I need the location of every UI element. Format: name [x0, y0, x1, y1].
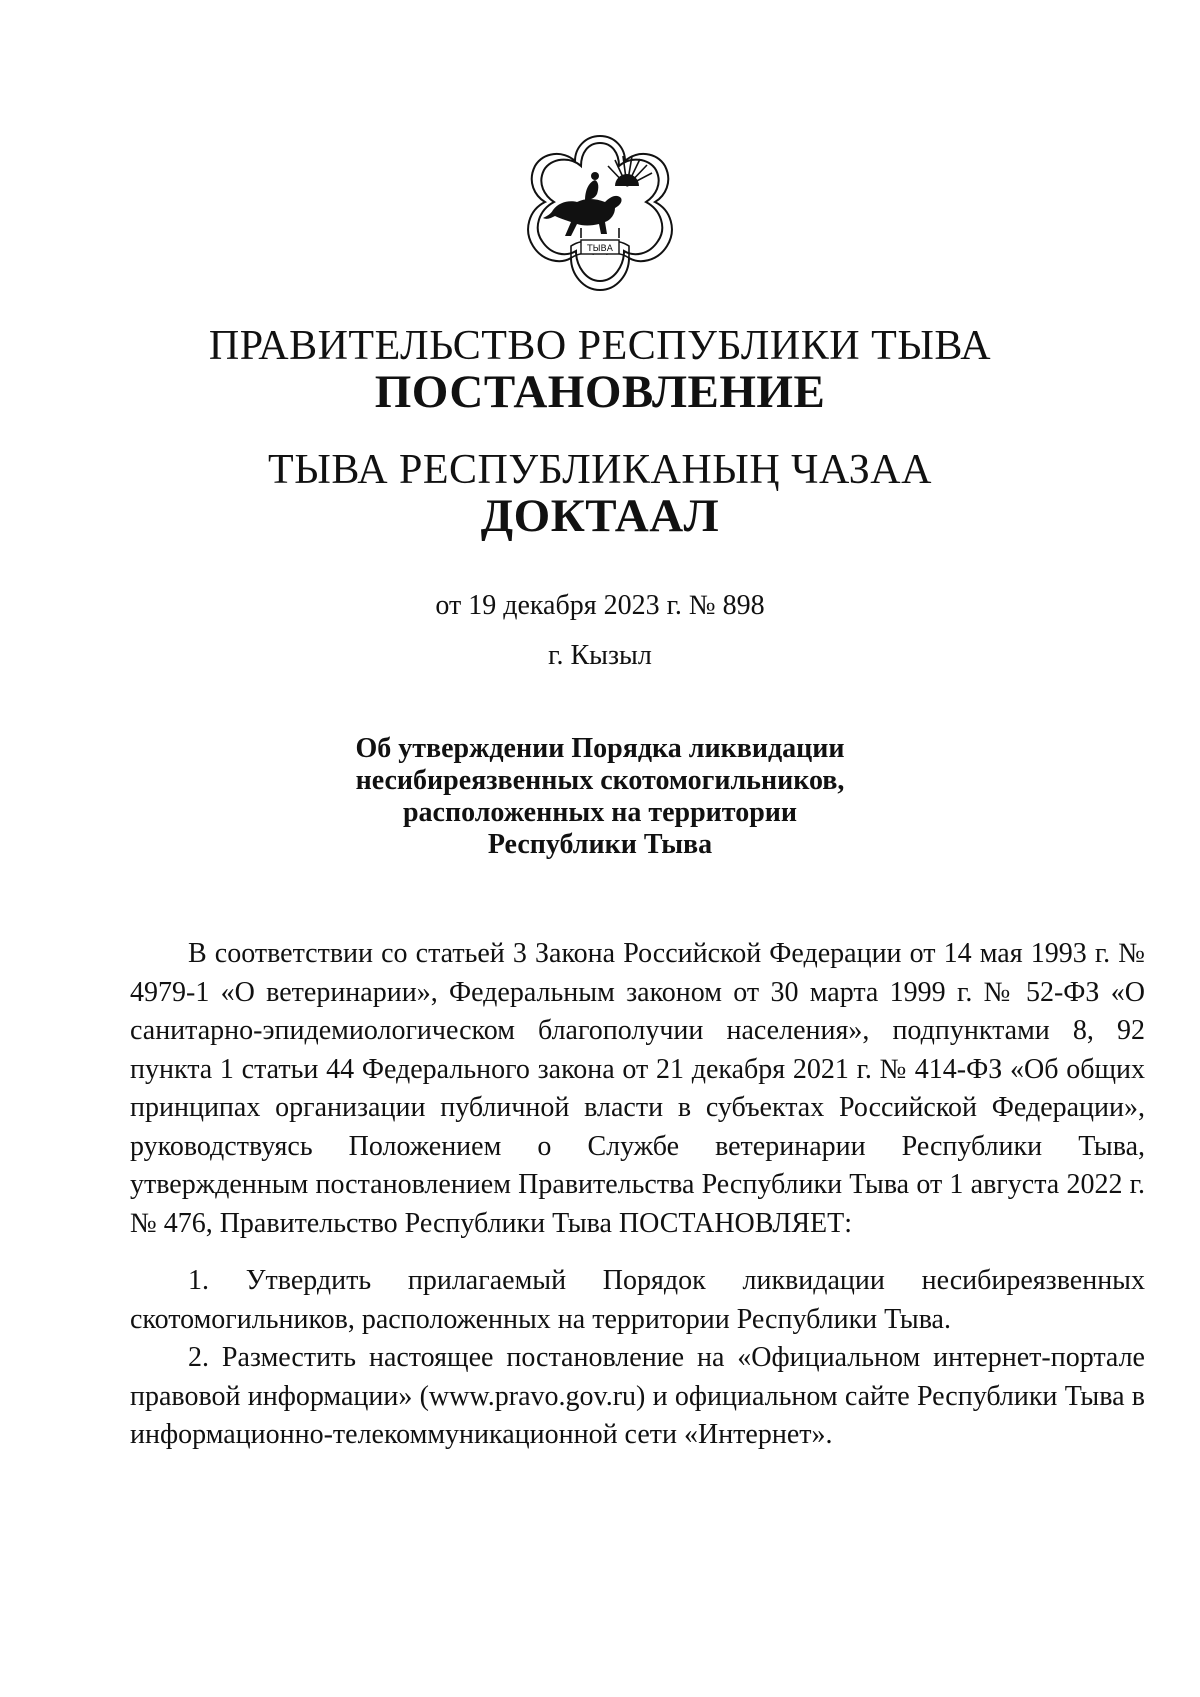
emblem-inscription: ТЫВА [587, 244, 613, 254]
preamble-paragraph [130, 935, 1145, 1243]
subject-line: расположенных на территории [402, 797, 798, 828]
resolution-item-1 [130, 1262, 1145, 1339]
coat-of-arms-tyva-icon [515, 128, 685, 298]
tyva-document-type-title: ДОКТААЛ [480, 490, 720, 542]
document-type-title: ПОСТАНОВЛЕНИЕ [374, 366, 826, 418]
document-city: г. Кызыл [548, 640, 652, 671]
resolution-item-text: 1. Утвердить прилагаемый Порядок ликвидации несибиреязвенных скотомогильников, расположенных на территории Республики Тыва. [130, 1265, 1145, 1335]
resolution-item-2 [130, 1339, 1145, 1455]
document-subject [0, 733, 1200, 861]
subject-line: Республики Тыва [487, 829, 713, 860]
subject-line: несибиреязвенных скотомогильников, [355, 765, 845, 796]
subject-line: Об утверждении Порядка ликвидации [355, 733, 845, 764]
resolution-item-text: 2. Разместить настоящее постановление на «Официальном интернет-портале правовой информации» (www.pravo.gov.ru) и официальном сайте Республики Тыва в информационно-телекоммуникационной сети «Интернет». [130, 1342, 1145, 1450]
preamble-text: В соответствии со статьей 3 Закона Российской Федерации от 14 мая 1993 г. № 4979-1 «О ветеринарии», Федеральным законом от 30 марта 1999 г. № 52-ФЗ «О санитарно-эпидемиологическом благополучии населения», подпунктами 8, 92 пункта 1 статьи 44 Федерального закона от 21 декабря 2021 г. № 414-ФЗ «Об общих принципах организации публичной власти в субъектах Российской Федерации», руководствуясь Положением о Службе ветеринарии Республики Тыва, утвержденным постановлением Правительства Республики Тыва от 1 августа 2022 г. № 476, Правительство Республики Тыва ПОСТАНОВЛЯЕТ: [130, 938, 1145, 1239]
tyva-government-title: ТЫВА РЕСПУБЛИКАНЫҢ ЧАЗАА [268, 447, 932, 493]
document-date-number: от 19 декабря 2023 г. № 898 [435, 590, 765, 621]
government-title: ПРАВИТЕЛЬСТВО РЕСПУБЛИКИ ТЫВА [208, 323, 992, 369]
